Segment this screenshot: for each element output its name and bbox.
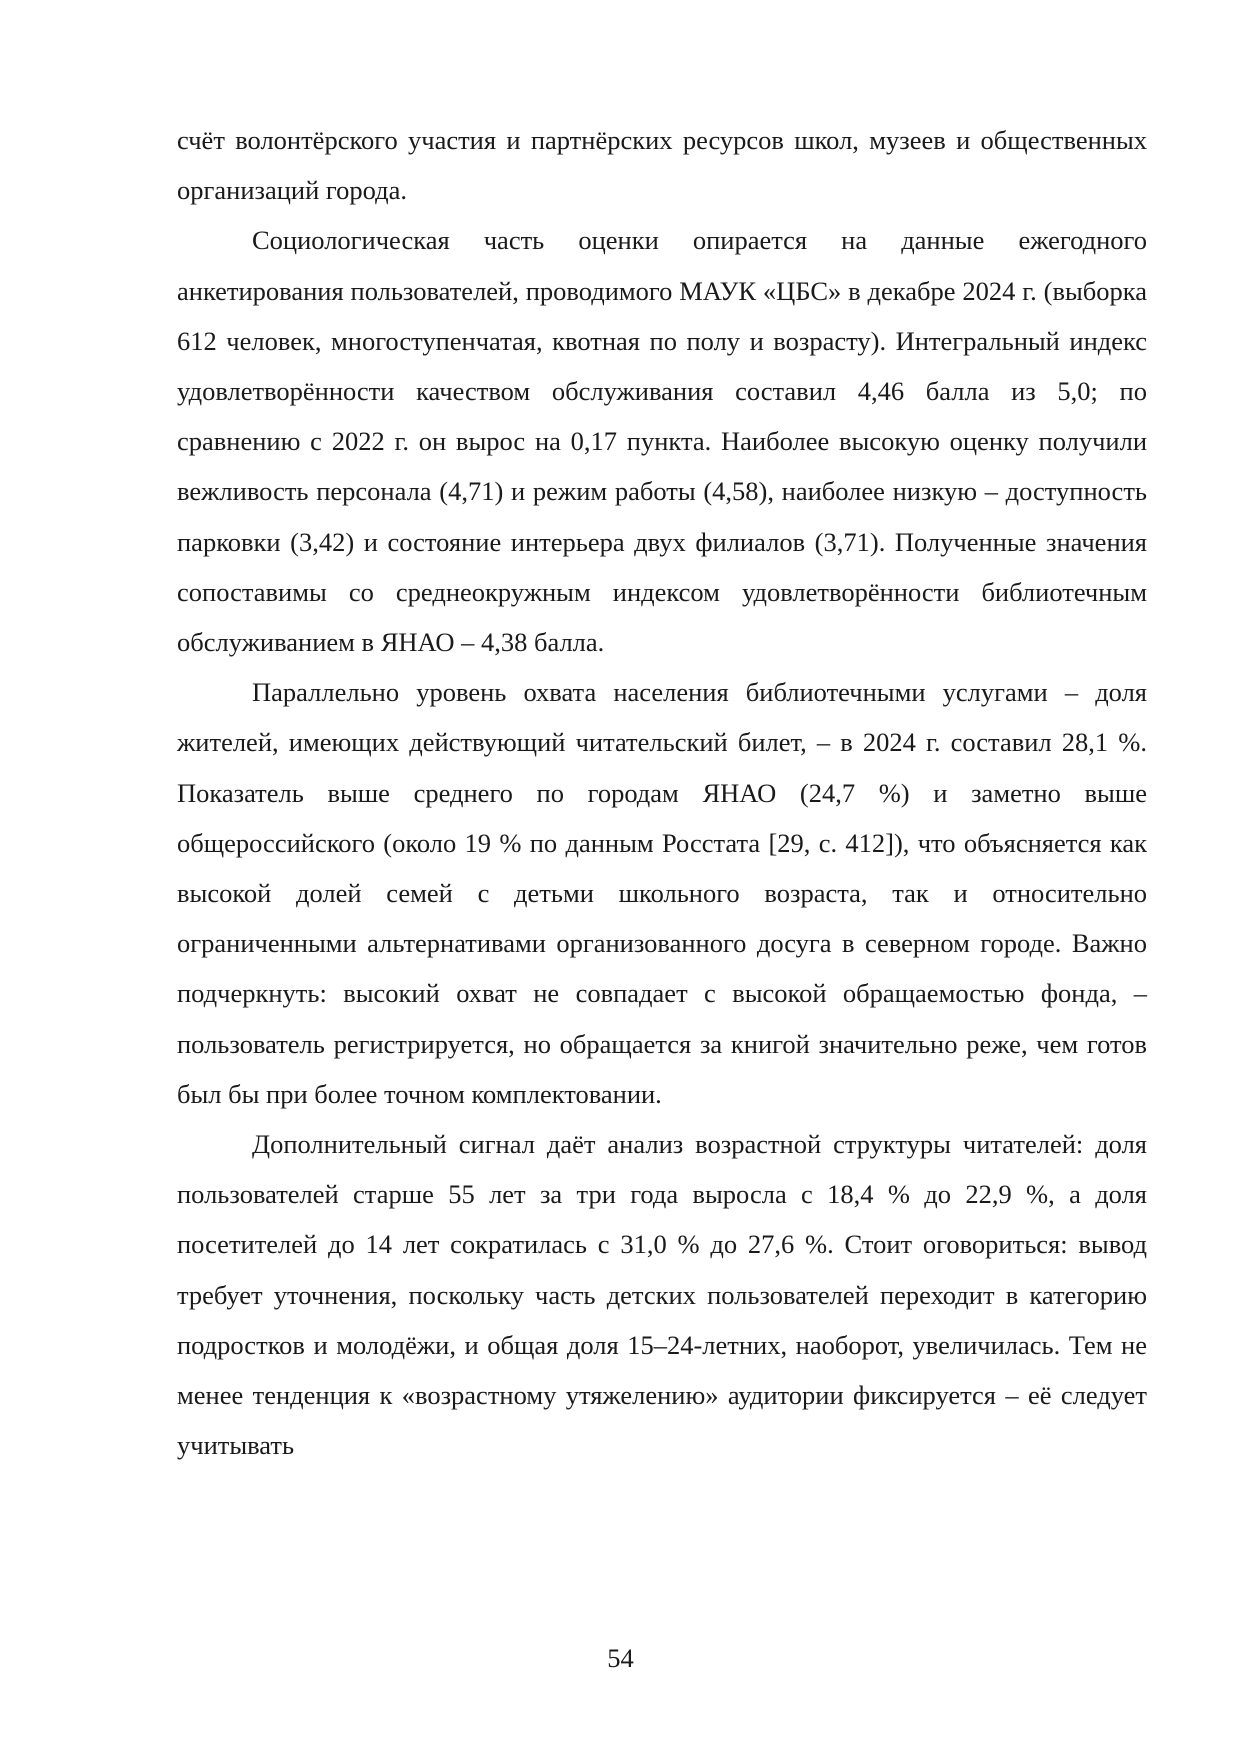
page-number: 54 [607,1643,634,1673]
paragraph-continuation: счёт волонтёрского участия и партнёрских ресурсов школ, музеев и общественных организаций города. [177,125,1147,206]
text-body [177,115,1147,1470]
paragraph-population-coverage: Параллельно уровень охвата населения библиотечными услугами – доля жителей, имеющих действующий читательский билет, – в 2024 г. составил 28,1 %. Показатель выше среднего по городам ЯНАО (24,7 %) и заметно выше общероссийского (около 19 % по данным Росстата [29, с. 412]), что объясняется как высокой долей семей с детьми школьного возраста, так и относительно ограниченными альтернативами организованного досуга в северном городе. Важно подчеркнуть: высокий охват не совпадает с высокой обращаемостью фонда, – пользователь регистрируется, но обращается за книгой значительно реже, чем готов был бы при более точном комплектовании. [177,677,1147,1109]
paragraph-sociological-assessment: Социологическая часть оценки опирается на данные ежегодного анкетирования пользователей, проводимого МАУК «ЦБС» в декабре 2024 г. (выборка 612 человек, многоступенчатая, квотная по полу и возрасту). Интегральный индекс удовлетворённости качеством обслуживания составил 4,46 балла из 5,0; по сравнению с 2022 г. он вырос на 0,17 пункта. Наиболее высокую оценку получили вежливость персонала (4,71) и режим работы (4,58), наиболее низкую – доступность парковки (3,42) и состояние интерьера двух филиалов (3,71). Полученные значения сопоставимы со среднеокружным индексом удовлетворённости библиотечным обслуживанием в ЯНАО – 4,38 балла. [177,225,1147,658]
paragraph-age-structure: Дополнительный сигнал даёт анализ возрастной структуры читателей: доля пользователей старше 55 лет за три года выросла с 18,4 % до 22,9 %, а доля посетителей до 14 лет сократилась с 31,0 % до 27,6 %. Стоит оговориться: вывод требует уточнения, поскольку часть детских пользователей переходит в категорию подростков и молодёжи, и общая доля 15–24-летних, наоборот, увеличилась. Тем не менее тенденция к «возрастному утяжелению» аудитории фиксируется – её следует учитывать [177,1129,1147,1461]
